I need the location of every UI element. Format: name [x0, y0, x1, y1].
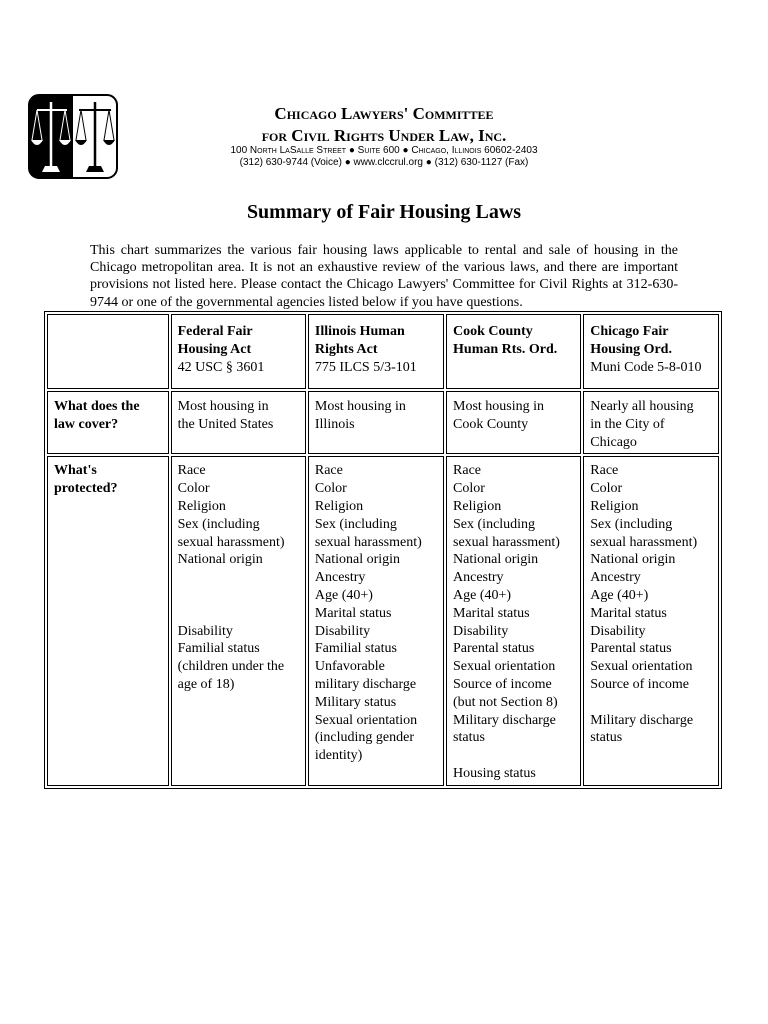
bullet-separator: ●: [348, 145, 355, 156]
organization-name-line2: for Civil Rights Under Law, Inc.: [261, 126, 507, 145]
list-item: Unfavorable: [314, 659, 385, 675]
list-item: Cook County: [453, 416, 529, 432]
list-item: Race: [177, 463, 206, 479]
header-corner-cell: [47, 314, 169, 389]
scales-of-justice-logo-icon: [28, 94, 118, 179]
row-label-line2: protected?: [54, 481, 118, 497]
list-item: sexual harassment): [453, 534, 560, 550]
list-item: Illinois: [314, 416, 355, 432]
address-city: Chicago, Illinois: [411, 145, 482, 156]
list-item: Age (40+): [590, 587, 649, 603]
column-header-federal: [171, 314, 306, 389]
list-item: Disability: [177, 623, 233, 639]
list-item: Sexual orientation: [314, 712, 418, 728]
list-item: age of 18): [177, 676, 235, 692]
fair-housing-laws-table: [44, 311, 722, 789]
list-item: Sexual orientation: [590, 659, 693, 675]
list-item: Religion: [314, 498, 364, 514]
list-item: National origin: [177, 552, 263, 568]
address-suite: Suite 600: [357, 145, 400, 156]
list-item: Race: [314, 463, 343, 479]
address-street: 100 North LaSalle Street: [230, 145, 347, 156]
list-item: Age (40+): [314, 587, 373, 603]
list-item: Color: [314, 481, 347, 497]
protected-group: [590, 462, 712, 693]
bullet-separator: ●: [425, 157, 432, 168]
list-item: Familial status: [314, 641, 397, 657]
column-header-cook-county: [446, 314, 581, 389]
list-item: Disability: [453, 623, 509, 639]
list-item: Race: [590, 463, 619, 479]
table-row-protected: [47, 456, 719, 785]
intro-paragraph: This chart summarizes the various fair housing laws applicable to rental and sale of housing in the Chicago metropolitan area. It is not an exhaustive review of the various laws, and there are important provisions not listed here. Please contact the Chicago Lawyers' Committee for Civil Rights at 312-630-9744 or one of the governmental agencies listed below if you have questions.: [90, 243, 678, 310]
organization-contact: [200, 157, 568, 169]
row-label-coverage: [47, 391, 169, 454]
list-item: Marital status: [314, 605, 392, 621]
website-link[interactable]: www.clccrul.org: [353, 157, 423, 168]
list-item: Age (40+): [453, 587, 512, 603]
list-item: (children under the: [177, 659, 285, 675]
column-title-line1: Cook County: [453, 324, 533, 339]
table-row-coverage: [47, 391, 719, 454]
list-item: Chicago: [590, 434, 637, 450]
phone-voice: (312) 630-9744 (Voice): [239, 157, 342, 168]
list-item: Military discharge: [453, 712, 556, 728]
list-item: status: [453, 730, 485, 746]
list-item: Parental status: [590, 641, 672, 657]
list-item: Religion: [177, 498, 226, 514]
organization-name-line1: Chicago Lawyers' Committee: [274, 104, 494, 123]
row-label-line1: What does the: [54, 399, 140, 414]
list-item: Familial status: [177, 641, 260, 657]
list-item: Parental status: [453, 641, 535, 657]
list-item: Color: [590, 481, 623, 497]
list-item: Religion: [590, 498, 639, 514]
list-item: Color: [177, 481, 210, 497]
column-title-line2: Housing Ord.: [590, 341, 672, 357]
bullet-separator: ●: [402, 145, 409, 156]
column-title-line1: Federal Fair: [177, 324, 253, 339]
list-item: identity): [314, 748, 363, 764]
list-item: Sex (including: [590, 516, 673, 532]
column-header-illinois: [308, 314, 444, 389]
protected-cell-illinois: [308, 456, 444, 785]
list-item: sexual harassment): [177, 534, 285, 550]
row-label-line1: What's: [54, 463, 97, 479]
list-item: the United States: [177, 416, 274, 432]
column-title-line2: Rights Act: [314, 341, 378, 357]
list-item: Ancestry: [453, 570, 504, 586]
list-item: Ancestry: [590, 570, 641, 586]
list-item: National origin: [314, 552, 401, 568]
list-item: Most housing in: [314, 399, 406, 414]
list-item: in the City of: [590, 416, 665, 432]
column-citation: 775 ILCS 5/3-101: [314, 359, 417, 375]
protected-group: [315, 462, 437, 765]
bullet-separator: ●: [344, 157, 351, 168]
row-label-line2: law cover?: [54, 416, 119, 432]
coverage-cell-cook-county: [446, 391, 581, 454]
list-item: Religion: [453, 498, 502, 514]
list-item: Military discharge: [590, 712, 694, 728]
list-item: Nearly all housing: [590, 399, 694, 414]
column-citation: 42 USC § 3601: [177, 359, 265, 375]
list-item: Disability: [314, 623, 371, 639]
list-item: Marital status: [590, 605, 667, 621]
list-item: Disability: [590, 623, 646, 639]
list-item: military discharge: [314, 676, 417, 692]
list-item: sexual harassment): [590, 534, 698, 550]
column-title-line1: Chicago Fair: [590, 324, 669, 339]
list-item: status: [590, 730, 623, 746]
document-title: Summary of Fair Housing Laws: [246, 201, 522, 223]
column-citation: Muni Code 5-8-010: [590, 359, 702, 375]
organization-address: [200, 145, 568, 157]
protected-group: [178, 623, 299, 694]
list-item: sexual harassment): [314, 534, 422, 550]
coverage-cell-federal: [171, 391, 306, 454]
protected-group: [590, 712, 712, 748]
column-title-line1: Illinois Human: [314, 324, 405, 339]
protected-cell-cook-county: [446, 456, 581, 785]
row-label-protected: [47, 456, 169, 785]
list-item: National origin: [453, 552, 539, 568]
protected-cell-chicago: [583, 456, 719, 785]
protected-group: [453, 765, 574, 783]
protected-group: [453, 462, 574, 747]
list-item: (but not Section 8): [453, 694, 558, 710]
list-item: Source of income: [453, 676, 552, 692]
list-item: Ancestry: [314, 570, 366, 586]
list-item: Sex (including: [453, 516, 536, 532]
list-item: Military status: [314, 694, 397, 710]
list-item: Color: [453, 481, 485, 497]
fax-number: (312) 630-1127 (Fax): [434, 157, 529, 168]
list-item: Sex (including: [314, 516, 397, 532]
table-header-row: [47, 314, 719, 389]
column-header-chicago: [583, 314, 719, 389]
list-item: Source of income: [590, 676, 690, 692]
list-item: (including gender: [314, 730, 415, 746]
column-title-line2: Human Rts. Ord.: [453, 341, 558, 357]
column-title-line2: Housing Act: [177, 341, 252, 357]
list-item: Sexual orientation: [453, 659, 556, 675]
protected-cell-federal: [171, 456, 306, 785]
coverage-cell-chicago: [583, 391, 719, 454]
protected-group: [178, 462, 299, 569]
coverage-cell-illinois: [308, 391, 444, 454]
list-item: Race: [453, 463, 481, 479]
address-zip: 60602-2403: [484, 145, 538, 156]
list-item: Marital status: [453, 605, 530, 621]
list-item: Sex (including: [177, 516, 260, 532]
list-item: National origin: [590, 552, 676, 568]
list-item: Housing status: [453, 765, 536, 781]
list-item: Most housing in: [177, 399, 269, 414]
list-item: Most housing in: [453, 399, 545, 414]
